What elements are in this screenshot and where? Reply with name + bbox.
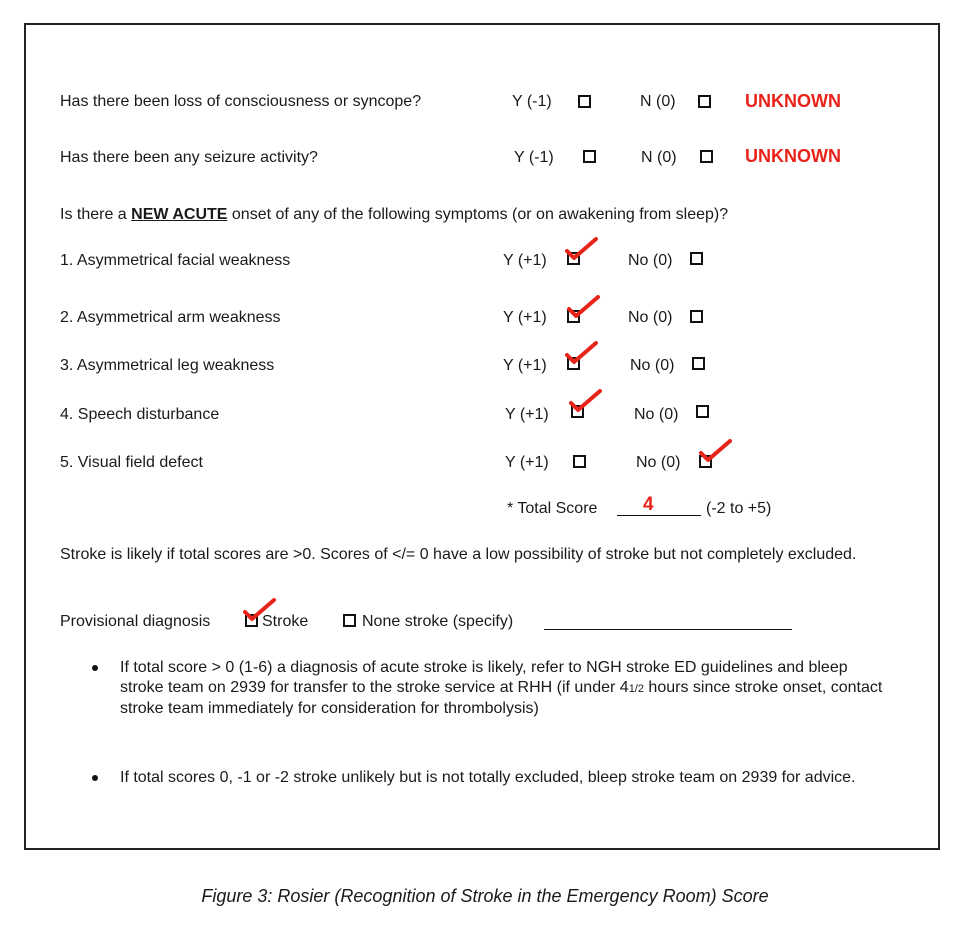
none-stroke-option-label: None stroke (specify)	[362, 613, 514, 630]
q1-unknown-annotation: UNKNOWN	[745, 91, 841, 111]
q2-no-label: N (0)	[641, 149, 677, 166]
bullet-text: If total scores 0, -1 or -2 stroke unlikely but is not totally excluded, bleep stroke team on 2939 for advice.	[120, 769, 856, 786]
red-check-mark-icon	[564, 236, 598, 262]
q2-no-checkbox[interactable]	[700, 150, 713, 163]
provisional-diagnosis-label: Provisional diagnosis	[60, 613, 211, 630]
symptom-label: 3. Asymmetrical leg weakness	[60, 357, 275, 374]
total-score-range: (-2 to +5)	[706, 500, 772, 517]
question-seizure: Has there been any seizure activity?	[60, 149, 318, 166]
none-stroke-checkbox[interactable]	[343, 614, 356, 627]
stroke-option-label: Stroke	[262, 613, 309, 630]
red-check-mark-icon	[568, 388, 602, 414]
q1-no-checkbox[interactable]	[698, 95, 711, 108]
red-check-mark-icon	[566, 294, 600, 320]
symptom-no-checkbox[interactable]	[690, 252, 703, 265]
red-check-mark-icon	[698, 438, 732, 464]
bullet-dot	[92, 775, 98, 781]
total-score-value: 4	[643, 494, 654, 515]
q2-yes-checkbox[interactable]	[583, 150, 596, 163]
q2-unknown-annotation: UNKNOWN	[745, 146, 841, 166]
symptom-yes-label: Y (+1)	[503, 357, 547, 374]
symptom-label: 1. Asymmetrical facial weakness	[60, 252, 291, 269]
symptom-no-checkbox[interactable]	[696, 405, 709, 418]
symptom-yes-checkbox[interactable]	[573, 455, 586, 468]
bullet-dot	[92, 665, 98, 671]
symptom-yes-label: Y (+1)	[505, 406, 549, 423]
new-acute-emphasis: NEW ACUTE	[131, 206, 228, 223]
total-score-label: * Total Score	[507, 500, 598, 517]
symptom-label: 4. Speech disturbance	[60, 406, 220, 423]
symptom-no-label: No (0)	[634, 406, 679, 423]
symptom-no-label: No (0)	[628, 309, 673, 326]
symptom-label: 2. Asymmetrical arm weakness	[60, 309, 281, 326]
q1-no-label: N (0)	[640, 93, 676, 110]
symptom-label: 5. Visual field defect	[60, 454, 203, 471]
symptom-no-label: No (0)	[636, 454, 681, 471]
symptom-yes-label: Y (+1)	[503, 309, 547, 326]
q2-yes-label: Y (-1)	[514, 149, 554, 166]
total-score-blank	[617, 501, 701, 516]
red-check-mark-icon	[564, 340, 598, 366]
symptom-yes-label: Y (+1)	[505, 454, 549, 471]
figure-caption: Figure 3: Rosier (Recognition of Stroke in the Emergency Room) Score	[201, 886, 769, 906]
q1-yes-checkbox[interactable]	[578, 95, 591, 108]
symptoms-intro: Is there a NEW ACUTE onset of any of the following symptoms (or on awakening from sleep)?	[60, 206, 729, 223]
stroke-likely-note: Stroke is likely if total scores are >0. Scores of </= 0 have a low possibility of stroke but not completely excluded.	[60, 546, 857, 563]
q1-yes-label: Y (-1)	[512, 93, 552, 110]
question-consciousness: Has there been loss of consciousness or syncope?	[60, 93, 422, 110]
specify-blank	[544, 615, 792, 630]
symptom-no-label: No (0)	[628, 252, 673, 269]
symptom-no-label: No (0)	[630, 357, 675, 374]
symptom-no-checkbox[interactable]	[690, 310, 703, 323]
symptom-no-checkbox[interactable]	[692, 357, 705, 370]
bullet-text: If total score > 0 (1-6) a diagnosis of acute stroke is likely, refer to NGH stroke ED guidelines and bleep stroke team on 2939 for transfer to the stroke service at RHH (if under 41/2 hours since stroke onset, contact stroke team immediately for consideration for thrombolysis)	[120, 659, 883, 717]
symptom-yes-label: Y (+1)	[503, 252, 547, 269]
